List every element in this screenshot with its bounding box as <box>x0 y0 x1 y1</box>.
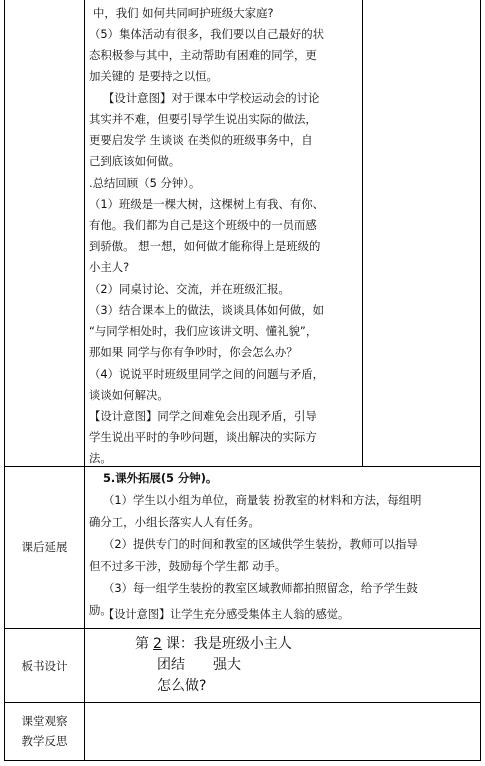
text-line: （3）结合课本上的做法，谈谈具体如何做，如 <box>89 303 325 317</box>
text-line: 到骄傲。 想一想，如何做才能称得上是班级的 <box>89 239 321 253</box>
text-line: 己到底该如何做。 <box>89 154 181 168</box>
extension-line: （3）每一组学生装扮的教室区域教师都拍照留念，给予学生鼓 <box>103 581 418 595</box>
board-content-cell <box>85 629 480 702</box>
extension-line: 确分工，小组长落实人人有任务。 <box>89 515 260 529</box>
design-intent-line: 【设计意图】对于课本中学校运动会的讨论 <box>103 91 320 105</box>
extension-label: 课后延展 <box>21 540 68 554</box>
board-word-unity: 团结 <box>157 657 185 673</box>
extension-line: 励。 <box>89 603 112 617</box>
text-line: 法。 <box>89 451 112 465</box>
board-label: 板书设计 <box>21 659 68 673</box>
board-word-strong: 强大 <box>213 657 241 673</box>
text-line: 学生说出平时的争吵问题，谈出解决的实际方 <box>89 430 317 444</box>
content-column-divider-upper <box>362 0 363 466</box>
text-line: 小主人? <box>89 260 130 274</box>
text-line: 谈谈如何解决。 <box>89 388 169 402</box>
extension-line: 但不过多干涉，鼓励每个学生都 动手。 <box>89 559 287 573</box>
board-title-prefix: 第 <box>135 636 149 652</box>
text-line: 态积极参与其中，主动帮助有困难的同学，更 <box>89 48 317 62</box>
table-bottom-border <box>4 760 481 761</box>
reflection-label-cell <box>5 703 84 760</box>
board-title-rest: 课：我是班级小主人 <box>165 636 292 652</box>
text-line: 加关键的 是要持之以恒。 <box>89 69 218 83</box>
board-label-cell <box>5 629 84 702</box>
reflection-label-line1: 课堂观察 <box>21 714 68 728</box>
extension-label-cell <box>5 467 84 628</box>
table-right-border <box>480 0 481 761</box>
text-line: 那如果 同学与你有争吵时，你会怎么办？ <box>89 345 298 359</box>
section-heading: .总结回顾（5 分钟）。 <box>89 176 201 190</box>
board-title-number: 2 <box>153 636 162 652</box>
text-line: （1）班级是一棵大树，这棵树上有我、有你、 <box>89 197 325 211</box>
extension-line: （2）提供专门的时间和教室的区域供学生装扮，教师可以指导 <box>103 537 418 551</box>
text-line: “与同学相处时，我们应该讲文明、懂礼貌”， <box>89 324 318 338</box>
extension-title: 5.课外拓展(5 分钟)。 <box>103 471 218 485</box>
board-question: 怎么做? <box>157 678 207 694</box>
text-line: （2）同桌讨论、交流，并在班级汇报。 <box>89 282 290 296</box>
text-line: （5）集体活动有很多，我们要以自己最好的状 <box>89 27 325 41</box>
board-title <box>135 635 292 653</box>
design-intent-line: 【设计意图】同学之间难免会出现矛盾，引导 <box>89 409 317 423</box>
extension-content-cell <box>85 467 480 628</box>
text-line: 有他。我们都为自己是这个班级中的一员而感 <box>89 218 317 232</box>
text-line: 更要启发学 生谈谈 在类似的班级事务中，自 <box>89 133 313 147</box>
extension-design-intent: 【设计意图】让学生充分感受集体主人翁的感觉。 <box>103 608 350 621</box>
reflection-content-cell[interactable] <box>85 703 480 760</box>
activity-content-cell <box>85 0 362 466</box>
reflection-label-line2: 教学反思 <box>21 734 68 748</box>
text-line: 中，我们 如何共同呵护班级大家庭? <box>93 6 274 20</box>
text-line: （4）说说平时班级里同学之间的问题与矛盾， <box>89 367 325 381</box>
text-line: 其实并不难，但要引导学生说出实际的做法， <box>89 112 317 126</box>
extension-line: （1）学生以小组为单位，商量装 扮教室的材料和方法，每组明 <box>103 493 422 507</box>
